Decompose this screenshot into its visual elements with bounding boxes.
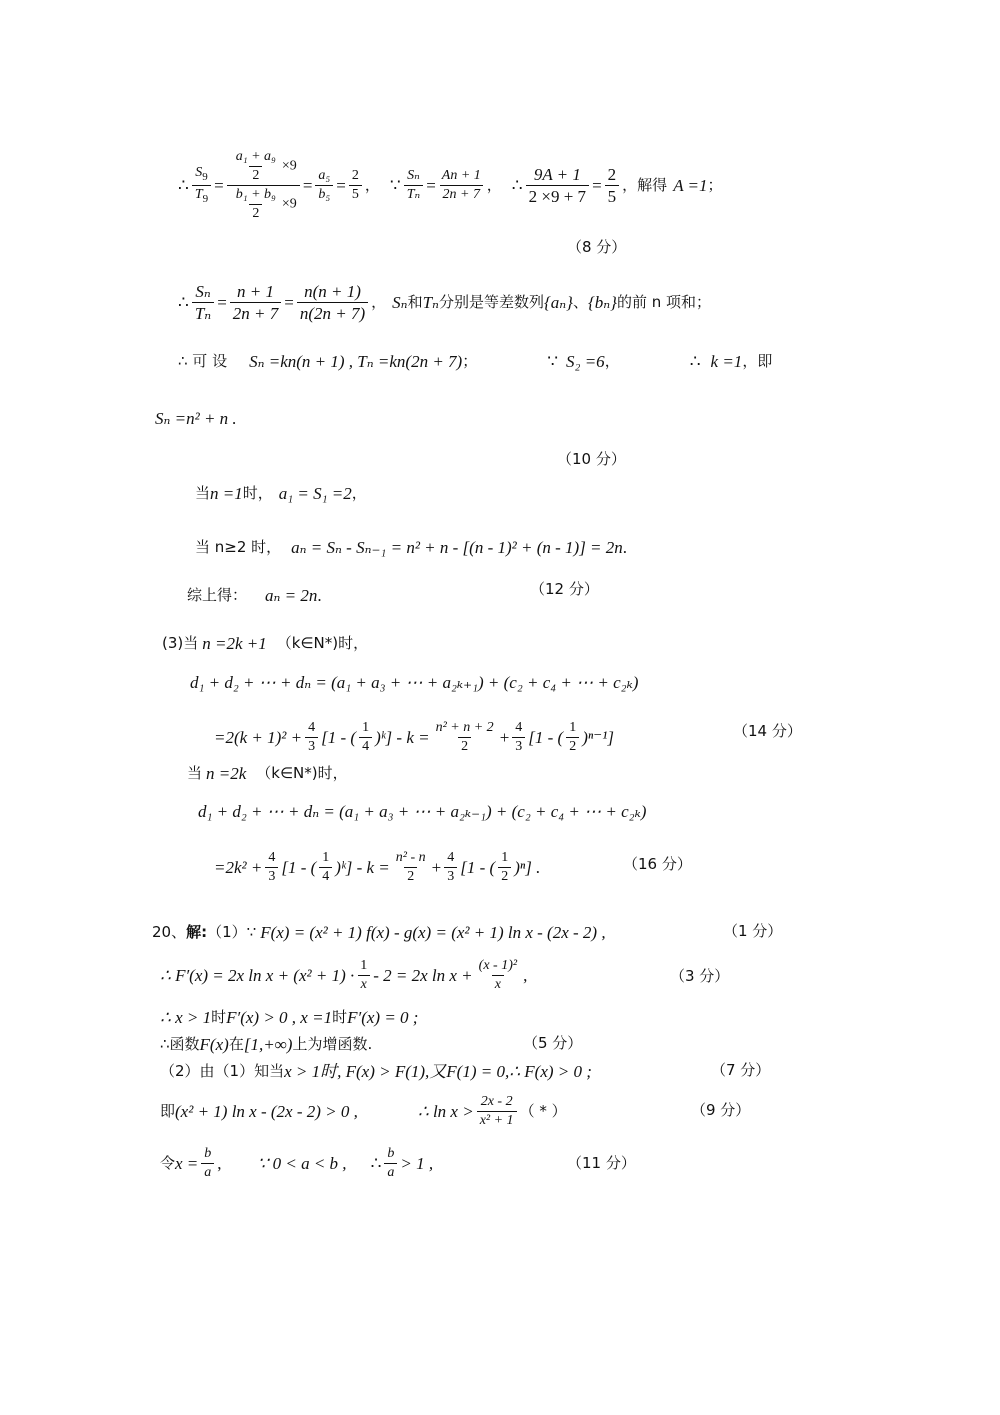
p20-line7: 令 x = $\frac{b}{a}$ , ∵ 0 < a < b , ∴ $\frac{b}{a}$ > 1 , [160, 1145, 434, 1180]
frac-two-fifths-b: $\frac{2}{5}$ [605, 166, 620, 205]
score-12: （12 分） [530, 580, 599, 598]
score-7: （7 分） [711, 1061, 771, 1079]
p20-line5: （2）由（1）知当 x > 1时, F(x) > F(1),又F(1) = 0,∴ F(x) > 0 ; [160, 1061, 592, 1081]
part3-even-case: 当 n =2k （k∈N*)时， [187, 763, 348, 783]
sum-odd: d₁ + d₂ + ⋯ + dₙ = (a₁ + a₃ + ⋯ + a₂ₖ₊₁) + (c₂ + c₄ + ⋯ + c₂ₖ) [190, 673, 639, 692]
score-1: （1 分） [723, 922, 783, 940]
score-3: （3 分） [670, 967, 730, 985]
case-n-geq-2: 当 n≥2 时， aₙ = Sₙ - Sₙ₋₁ = n² + n - [(n - 1)² + (n - 1)] = 2n . [195, 537, 628, 557]
score-9: （9 分） [691, 1101, 751, 1119]
frac-a5-b5: $\frac{\text{a₅}}{\text{b₅}}$ [315, 169, 333, 202]
p20-line3: ∴ x > 1 时 F′(x) > 0 , x =1 时 F′(x) = 0 ; [160, 1007, 419, 1027]
eq-line-assume: ∴ 可 设 Sₙ =kn(n + 1) , Tₙ =kn(2n + 7) ； ∵ S₂ =6 ， ∴ k =1 ，即 [178, 351, 773, 371]
sum-even: d₁ + d₂ + ⋯ + dₙ = (a₁ + a₃ + ⋯ + a₂ₖ₋₁) + (c₂ + c₄ + ⋯ + c₂ₖ) [198, 802, 647, 821]
a-value: A =1 [673, 175, 708, 195]
p20-line4: ∴函数 F(x) 在 [1,+∞) 上为增函数. [160, 1034, 373, 1054]
p20-line6: 即 (x² + 1) ln x - (2x - 2) > 0 , ∴ ln x > $\frac{2x - 2}{\text{x² + 1}}$ （ * ） [160, 1093, 567, 1128]
frac-sn-tn: $\frac{\text{Sₙ}}{\text{Tₙ}}$ [404, 169, 423, 202]
frac-compound: $\frac{\text{a₁ + a₉}}{2}$ ×9 $\frac{\text{b₁ + b₉}}{2}$ ×9 [227, 150, 300, 221]
summary-an: 综上得： aₙ = 2n . [187, 585, 322, 605]
eq-line-sn-tn: ∴ $\frac{\text{Sₙ}}{\text{Tₙ}}$ = $\frac{n + 1}{2n + 7}$ = $\frac{n(n + 1)}{n(2n + 7)}$ ， Sₙ 和 Tₙ 分别是等差数列 {aₙ} 、 {bₙ} 的前 n 项和； [178, 281, 712, 323]
frac-given-ratio: $\frac{An + 1}{2n + 7}$ [439, 169, 484, 202]
result-odd: =2(k + 1)² + $\frac{4}{3}$ [1 - ( $\frac{1}{4}$ )ᵏ] - k = $\frac{\text{n² + n + 2}}{2}$ + $\frac{4}{3}$ [1 - ( $\frac{1}{2}$ )ⁿ⁻¹] [214, 719, 614, 754]
score-16: （16 分） [623, 855, 692, 873]
therefore-symbol: ∴ [178, 175, 189, 195]
part3-odd-case: (3)当 n =2k +1 （k∈N*)时， [162, 633, 369, 653]
sn-result: Sₙ =n² + n . [155, 409, 237, 428]
score-10: （10 分） [557, 450, 626, 468]
frac-9a: $\frac{9A + 1}{2 \times 9 + 7}$ [526, 166, 589, 205]
result-even: =2k² + $\frac{4}{3}$ [1 - ( $\frac{1}{4}$ )ᵏ] - k = $\frac{\text{n² - n}}{2}$ + $\frac{4}{3}$ [1 - ( $\frac{1}{2}$ )ⁿ] . [214, 849, 541, 884]
frac-two-fifths: $\frac{2}{5}$ [349, 169, 362, 202]
eq-line-ratio: ∴ $\frac{S_9}{T_9}$ = $\frac{\text{a₁ + a₉}}{2}$ ×9 $\frac{\text{b₁ + b₉}}{2}$ ×9 = $\frac{\text{a₅}}{\text{b₅}}$ = $\frac{2}{5}$ ， ∵ $\frac{\text{Sₙ}}{\text{Tₙ}}$ = $\frac{An + 1}{2n + 7}$ ， ∴ $\frac{9A + 1}{2 \times 9 + 7}$ = $\frac{2}{5}$ ， 解得 A =1 ； [178, 148, 723, 221]
because-symbol: ∵ [389, 175, 401, 195]
score-5: （5 分） [523, 1034, 583, 1052]
score-14: （14 分） [733, 722, 802, 740]
frac-s9-t9: $\frac{S_9}{T_9}$ [192, 166, 211, 205]
score-11: （11 分） [567, 1154, 636, 1172]
p20-line1: 20、 解: （1）∵ F(x) = (x² + 1) f(x) - g(x) = (x² + 1) ln x - (2x - 2) , [152, 922, 606, 942]
p20-line2: ∴ F′(x) = 2x ln x + (x² + 1) · $\frac{1}{x}$ - 2 = 2x ln x + $\frac{\text{(x - 1)²}}{x}$ , [160, 957, 528, 992]
case-n-equals-1: 当 n =1 时， a₁ = S₁ =2 ， [195, 483, 367, 503]
score-8: （8 分） [567, 238, 627, 256]
